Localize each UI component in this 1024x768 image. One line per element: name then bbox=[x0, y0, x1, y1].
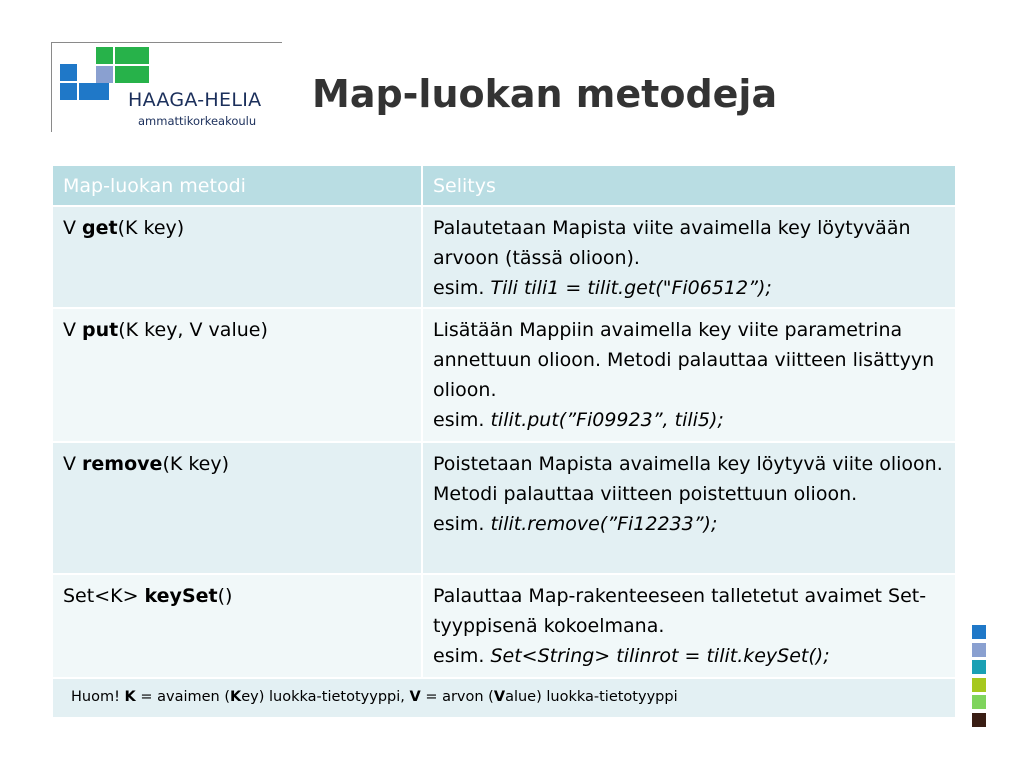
description-cell bbox=[422, 206, 956, 308]
example-label: esim. bbox=[433, 277, 491, 299]
logo-square bbox=[96, 47, 113, 64]
example-code: tilit.put(”Fi09923”, tili5); bbox=[490, 409, 724, 431]
methods-table bbox=[53, 166, 957, 719]
method-cell bbox=[53, 442, 422, 574]
table-row-keyset bbox=[53, 574, 956, 678]
method-cell bbox=[53, 206, 422, 308]
logo-square bbox=[132, 47, 149, 64]
example-label: esim. bbox=[433, 409, 491, 431]
method-name: remove bbox=[82, 453, 163, 475]
method-name: get bbox=[82, 217, 118, 239]
table-row-remove bbox=[53, 442, 956, 574]
note-bold: K bbox=[124, 689, 136, 705]
logo-name: HAAGA-HELIA bbox=[128, 89, 262, 111]
logo bbox=[51, 42, 282, 132]
method-prefix: V bbox=[63, 453, 83, 475]
note-bold: K bbox=[230, 689, 242, 705]
note-bold: V bbox=[409, 689, 421, 705]
example-code: tilit.remove(”Fi12233”); bbox=[490, 513, 718, 535]
logo-square bbox=[115, 66, 132, 83]
note-text: = avaimen ( bbox=[135, 689, 231, 705]
table-row-put bbox=[53, 308, 956, 442]
note-text: = arvon ( bbox=[420, 689, 494, 705]
method-prefix: V bbox=[63, 217, 83, 239]
method-prefix: V bbox=[63, 319, 83, 341]
logo-subtitle: ammattikorkeakoulu bbox=[138, 114, 257, 128]
logo-square bbox=[115, 47, 132, 64]
header-description: Selitys bbox=[422, 166, 956, 206]
logo-square bbox=[60, 83, 77, 100]
note-cell bbox=[53, 678, 956, 718]
method-params: (K key) bbox=[117, 217, 185, 239]
decor-square bbox=[972, 625, 986, 639]
decor-square bbox=[972, 695, 986, 709]
table-note-row bbox=[53, 678, 956, 718]
logo-square bbox=[60, 64, 77, 81]
example-code: Tili tili1 = tilit.get("Fi06512”); bbox=[490, 277, 772, 299]
note-bold: V bbox=[493, 689, 506, 705]
method-cell bbox=[53, 574, 422, 678]
description-text: Lisätään Mappiin avaimella key viite parametrina annettuun olioon. Metodi palauttaa viitteen lisättyyn olioon. bbox=[433, 319, 935, 401]
method-name: put bbox=[82, 319, 119, 341]
header-method: Map-luokan metodi bbox=[53, 166, 422, 206]
table-row-get bbox=[53, 206, 956, 308]
note-text: alue) luokka-tietotyyppi bbox=[505, 689, 678, 705]
note-text: Huom! bbox=[71, 689, 125, 705]
method-cell bbox=[53, 308, 422, 442]
description-text: Poistetaan Mapista avaimella key löytyvä viite olioon. Metodi palauttaa viitteen poistettuun olioon. bbox=[433, 453, 943, 505]
decor-square bbox=[972, 660, 986, 674]
example-code: Set<String> tilinrot = tilit.keySet(); bbox=[490, 645, 830, 667]
method-prefix: Set<K> bbox=[63, 585, 145, 607]
logo-square bbox=[92, 83, 109, 100]
description-text: Palauttaa Map-rakenteeseen talletetut avaimet Set-tyyppisenä kokoelmana. bbox=[433, 585, 927, 637]
description-cell bbox=[422, 442, 956, 574]
method-params: (K key, V value) bbox=[118, 319, 268, 341]
description-cell bbox=[422, 574, 956, 678]
logo-square bbox=[96, 66, 113, 83]
description-text: Palautetaan Mapista viite avaimella key löytyvään arvoon (tässä olioon). bbox=[433, 217, 911, 269]
method-params: () bbox=[217, 585, 233, 607]
example-label: esim. bbox=[433, 645, 491, 667]
example-label: esim. bbox=[433, 513, 491, 535]
method-name: keySet bbox=[144, 585, 218, 607]
slide-title: Map-luokan metodeja bbox=[312, 72, 778, 116]
logo-square bbox=[132, 66, 149, 83]
description-cell bbox=[422, 308, 956, 442]
note-text: ey) luokka-tietotyyppi, bbox=[241, 689, 410, 705]
decor-square bbox=[972, 678, 986, 692]
method-params: (K key) bbox=[162, 453, 230, 475]
decor-square bbox=[972, 643, 986, 657]
decor-square bbox=[972, 713, 986, 727]
table-header-row bbox=[53, 166, 956, 206]
